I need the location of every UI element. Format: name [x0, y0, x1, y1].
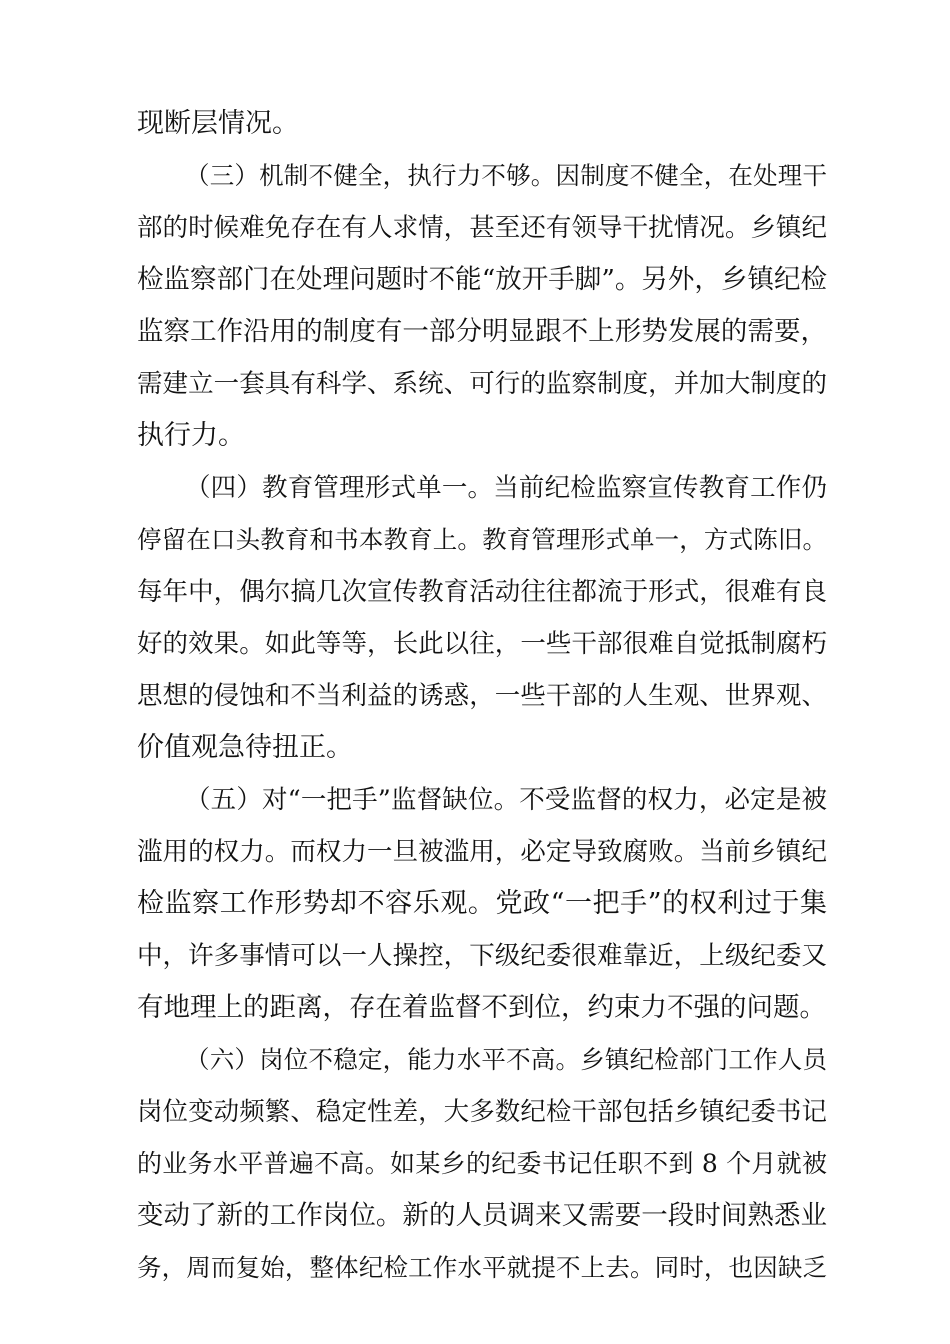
text-line: 现断层情况。	[137, 108, 299, 139]
paragraph-heading-3: （三）机制不健全，执行力不够。因制度不健全，在处理干	[185, 161, 827, 190]
text-line: 好的效果。如此等等，长此以往，一些干部很难自觉抵制腐朽	[137, 629, 827, 659]
text-line: 检监察工作形势却不容乐观。党政“一把手”的权利过于集	[137, 888, 827, 919]
text-line: 滥用的权力。而权力一旦被滥用，必定导致腐败。当前乡镇纪	[137, 837, 827, 867]
paragraph-heading-6: （六）岗位不稳定，能力水平不高。乡镇纪检部门工作人员	[185, 1045, 827, 1074]
text-line: 变动了新的工作岗位。新的人员调来又需要一段时间熟悉业	[137, 1200, 827, 1231]
text-line: 有地理上的距离，存在着监督不到位，约束力不强的问题。	[137, 992, 826, 1023]
text-line: 中，许多事情可以一人操控，下级纪委很难靠近，上级纪委又	[137, 941, 827, 971]
text-line: 部的时候难免存在有人求情，甚至还有领导干扰情况。乡镇纪	[137, 213, 827, 243]
paragraph-heading-5: （五）对“一把手”监督缺位。不受监督的权力，必定是被	[185, 785, 827, 815]
text-line: 每年中，偶尔搞几次宣传教育活动往往都流于形式，很难有良	[137, 577, 827, 607]
text-line: 务，周而复始，整体纪检工作水平就提不上去。同时，也因缺乏	[137, 1253, 827, 1282]
text-line: 岗位变动频繁、稳定性差，大多数纪检干部包括乡镇纪委书记	[137, 1097, 827, 1127]
text-line: 停留在口头教育和书本教育上。教育管理形式单一，方式陈旧。	[137, 525, 827, 554]
text-line: 监察工作沿用的制度有一部分明显跟不上形势发展的需要，	[137, 316, 827, 347]
paragraph-heading-4: （四）教育管理形式单一。当前纪检监察宣传教育工作仍	[185, 473, 827, 503]
text-line: 价值观急待扭正。	[137, 732, 353, 763]
text-line: 思想的侵蚀和不当利益的诱惑，一些干部的人生观、世界观、	[137, 681, 827, 711]
text-line: 执行力。	[137, 420, 245, 451]
text-line: 需建立一套具有科学、系统、可行的监察制度，并加大制度的	[137, 369, 827, 399]
text-line: 检监察部门在处理问题时不能“放开手脚”。另外，乡镇纪检	[137, 264, 827, 295]
text-line: 的业务水平普遍不高。如某乡的纪委书记任职不到 8 个月就被	[137, 1149, 827, 1178]
